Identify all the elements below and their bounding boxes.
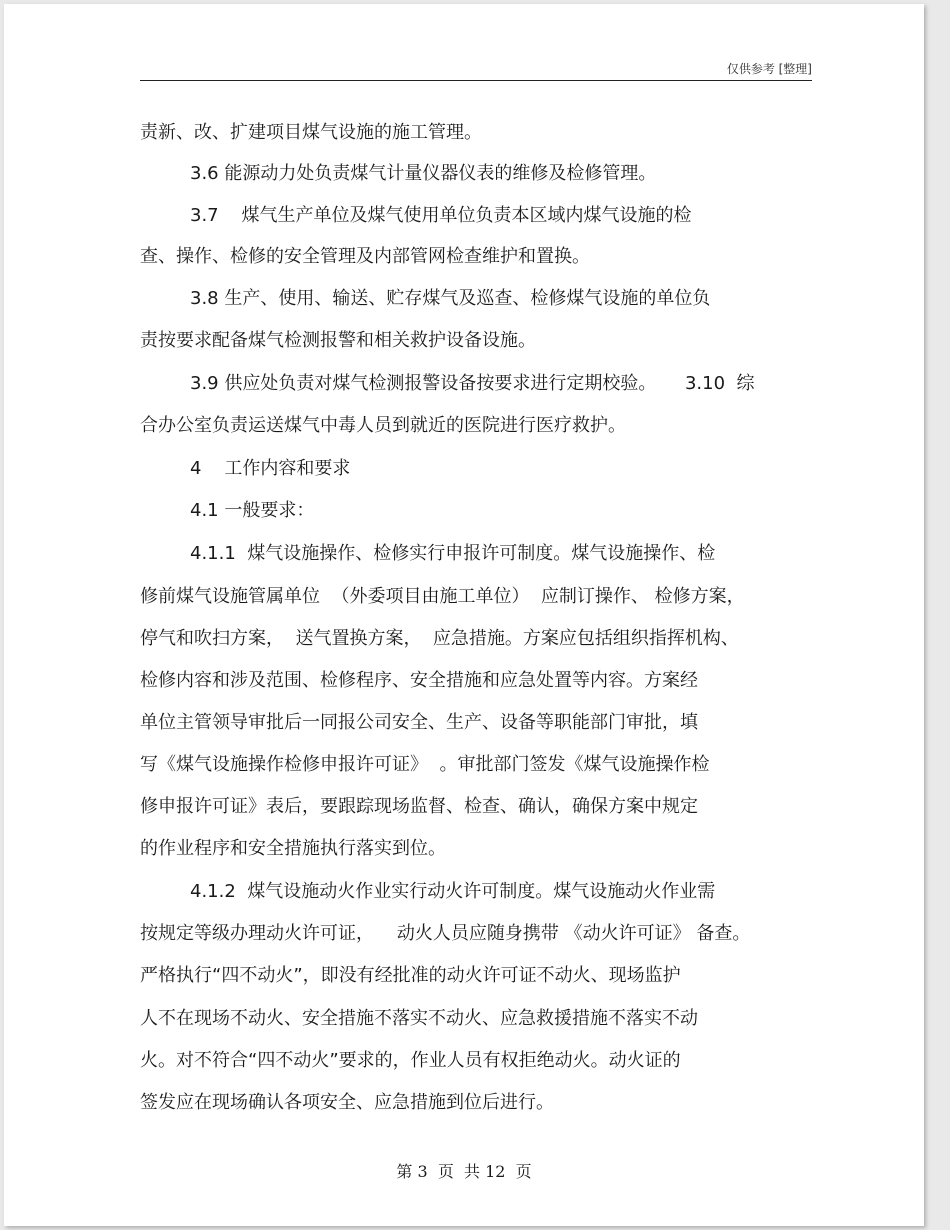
- text-line: 签发应在现场确认各项安全、应急措施到位后进行。: [140, 1092, 554, 1113]
- subsection-heading: 4.1 一般要求：: [190, 500, 315, 521]
- text-line: 3.9 供应处负责对煤气检测报警设备按要求进行定期校验。 3.10 综: [190, 373, 755, 394]
- text-line: 3.6 能源动力处负责煤气计量仪器仪表的维修及检修管理。: [190, 163, 657, 184]
- text-line: 查、操作、检修的安全管理及内部管网检查维护和置换。: [140, 246, 590, 267]
- section-heading: 4 工作内容和要求: [190, 458, 351, 479]
- text-line: 人不在现场不动火、安全措施不落实不动火、应急救援措施不落实不动: [140, 1008, 698, 1029]
- text-line: 的作业程序和安全措施执行落实到位。: [140, 838, 446, 859]
- text-line: 火。对不符合“四不动火”要求的，作业人员有权拒绝动火。动火证的: [140, 1050, 681, 1071]
- document-page: [4, 4, 924, 1226]
- text-line: 修申报许可证》表后，要跟踪现场监督、检查、确认，确保方案中规定: [140, 796, 698, 817]
- text-line: 写《煤气设施操作检修申报许可证》 。审批部门签发《煤气设施操作检: [140, 754, 710, 775]
- text-line: 停气和吹扫方案， 送气置换方案， 应急措施。方案应包括组织指挥机构、: [140, 628, 739, 649]
- text-line: 3.7 煤气生产单位及煤气使用单位负责本区域内煤气设施的检: [190, 205, 692, 226]
- text-line: 严格执行“四不动火”，即没有经批准的动火许可证不动火、现场监护: [140, 965, 681, 986]
- page-number: 第 3 页 共 12 页: [396, 1162, 532, 1181]
- text-line: 4.1.2 煤气设施动火作业实行动火许可制度。煤气设施动火作业需: [190, 881, 716, 902]
- text-line: 3.8 生产、使用、输送、贮存煤气及巡查、检修煤气设施的单位负: [190, 288, 711, 309]
- text-line: 按规定等级办理动火许可证， 动火人员应随身携带 《动火许可证》 备查。: [140, 923, 751, 944]
- text-line: 修前煤气设施管属单位 （外委项目由施工单位） 应制订操作、 检修方案，: [140, 586, 745, 607]
- text-line: 4.1.1 煤气设施操作、检修实行申报许可制度。煤气设施操作、检: [190, 543, 716, 564]
- header-divider: [140, 80, 812, 81]
- text-line: 检修内容和涉及范围、检修程序、安全措施和应急处置等内容。方案经: [140, 670, 698, 691]
- text-line: 单位主管领导审批后一同报公司安全、生产、设备等职能部门审批，填: [140, 712, 698, 733]
- text-line: 责按要求配备煤气检测报警和相关救护设备设施。: [140, 330, 536, 351]
- text-line: 责新、改、扩建项目煤气设施的施工管理。: [140, 122, 482, 143]
- text-line: 合办公室负责运送煤气中毒人员到就近的医院进行医疗救护。: [140, 415, 626, 436]
- header-note: 仅供参考 [整理]: [726, 62, 812, 76]
